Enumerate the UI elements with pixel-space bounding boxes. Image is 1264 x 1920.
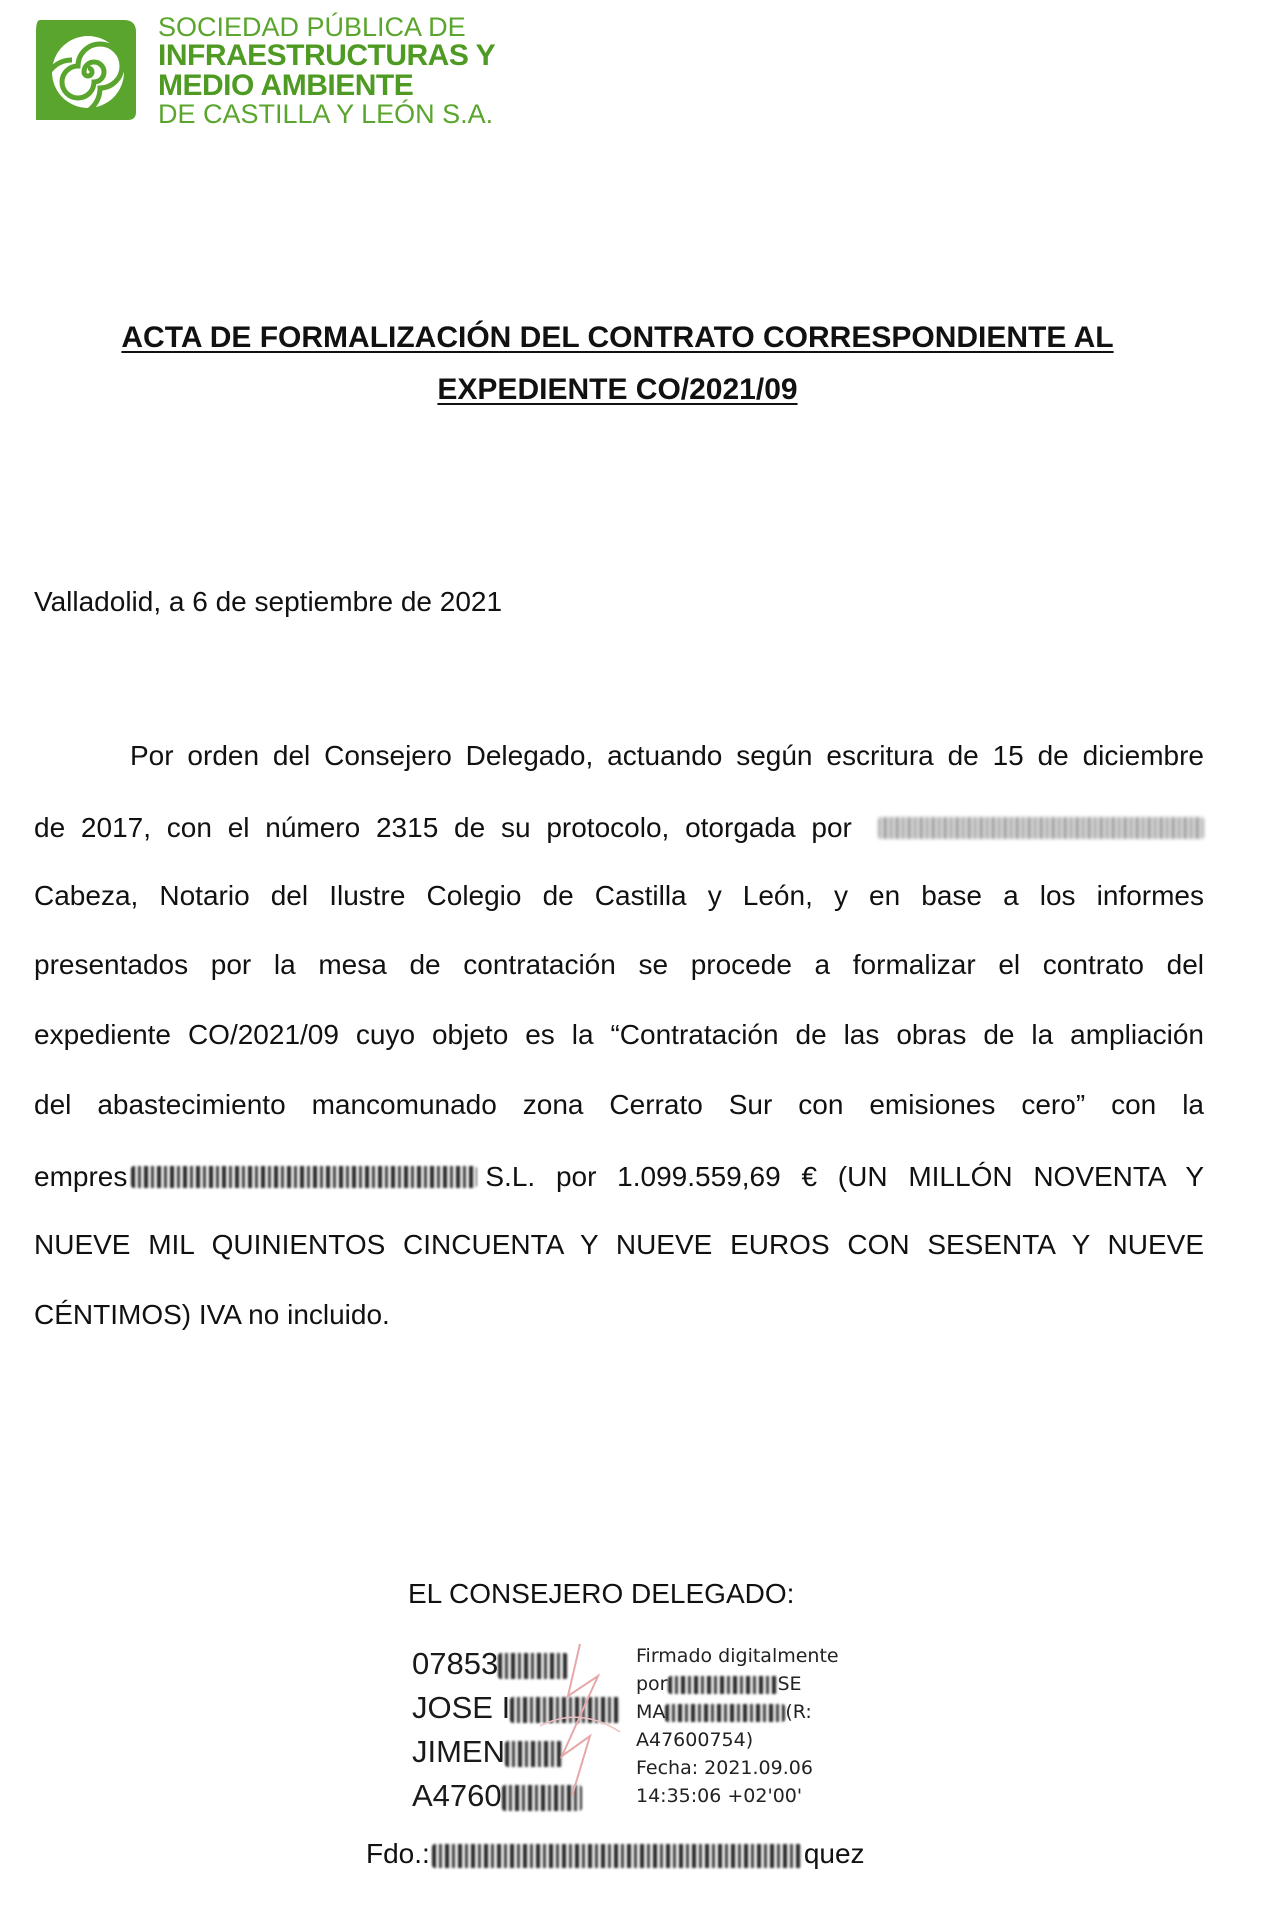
- redacted-company-name: [131, 1166, 477, 1188]
- signature-name-line-1: JOSE I: [412, 1686, 620, 1730]
- logo-line-1: SOCIEDAD PÚBLICA DE: [158, 12, 466, 42]
- signature-name-line-2: JIMEN: [412, 1730, 620, 1774]
- signature-detail-4: A47600754): [636, 1729, 754, 1751]
- body-line-7: [34, 1159, 1204, 1195]
- signature-id-line: 07853: [412, 1642, 620, 1686]
- fdo-suffix: quez: [803, 1838, 865, 1869]
- body-line-5: expediente CO/2021/09 cuyo objeto es la “Contratación de las obras de la ampliación: [34, 1019, 1204, 1050]
- body-line-4: presentados por la mesa de contratación se procede a formalizar el contrato del: [34, 949, 1204, 980]
- signature-time: 14:35:06 +02'00': [636, 1785, 803, 1807]
- body-line-7-end: S.L. por 1.099.559,69 € (UN MILLÓN NOVENTA Y: [485, 1161, 1204, 1192]
- signature-detail-3: MA (R:: [636, 1701, 812, 1723]
- fdo-prefix: Fdo.:: [366, 1838, 430, 1869]
- spiral-logo-icon: [32, 16, 140, 124]
- signature-detail-2: por SE: [636, 1673, 802, 1695]
- body-line-2-text: de 2017, con el número 2315 de su protocolo, otorgada por: [34, 812, 852, 843]
- logo-line-4: DE CASTILLA Y LEÓN S.A.: [158, 99, 494, 129]
- logo-line-3: MEDIO AMBIENTE: [158, 69, 414, 102]
- body-line-7-start: empres: [34, 1161, 128, 1192]
- signature-code-line: A4760: [412, 1774, 620, 1818]
- signature-detail-1: Firmado digitalmente: [636, 1645, 839, 1667]
- digital-signature-details: [636, 1642, 839, 1810]
- company-logo: [32, 12, 496, 129]
- body-line-3: Cabeza, Notario del Ilustre Colegio de Castilla y León, y en base a los informes: [34, 880, 1204, 911]
- document-title-line-1: ACTA DE FORMALIZACIÓN DEL CONTRATO CORRESPONDIENTE AL: [121, 321, 1114, 354]
- signer-title: EL CONSEJERO DELEGADO:: [408, 1578, 795, 1609]
- body-line-6: del abastecimiento mancomunado zona Cerrato Sur con emisiones cero” con la: [34, 1089, 1204, 1120]
- redacted-notary-name: [878, 817, 1204, 839]
- document-title-line-2: EXPEDIENTE CO/2021/09: [437, 373, 798, 406]
- body-line-1: Por orden del Consejero Delegado, actuando según escritura de 15 de diciembre: [130, 740, 1204, 771]
- logo-wordmark: [158, 14, 495, 128]
- logo-line-2: INFRAESTRUCTURAS Y: [158, 39, 496, 72]
- signature-scribble-icon: [520, 1636, 640, 1806]
- body-line-9: CÉNTIMOS) IVA no incluido.: [34, 1299, 390, 1330]
- body-line-8: NUEVE MIL QUINIENTOS CINCUENTA Y NUEVE EUROS CON SESENTA Y NUEVE: [34, 1229, 1204, 1260]
- signature-date: Fecha: 2021.09.06: [636, 1757, 813, 1779]
- place-date: Valladolid, a 6 de septiembre de 2021: [34, 586, 503, 617]
- redacted-signer-name: [432, 1844, 802, 1868]
- body-line-2: [34, 810, 1204, 846]
- signed-by-line: [366, 1838, 865, 1870]
